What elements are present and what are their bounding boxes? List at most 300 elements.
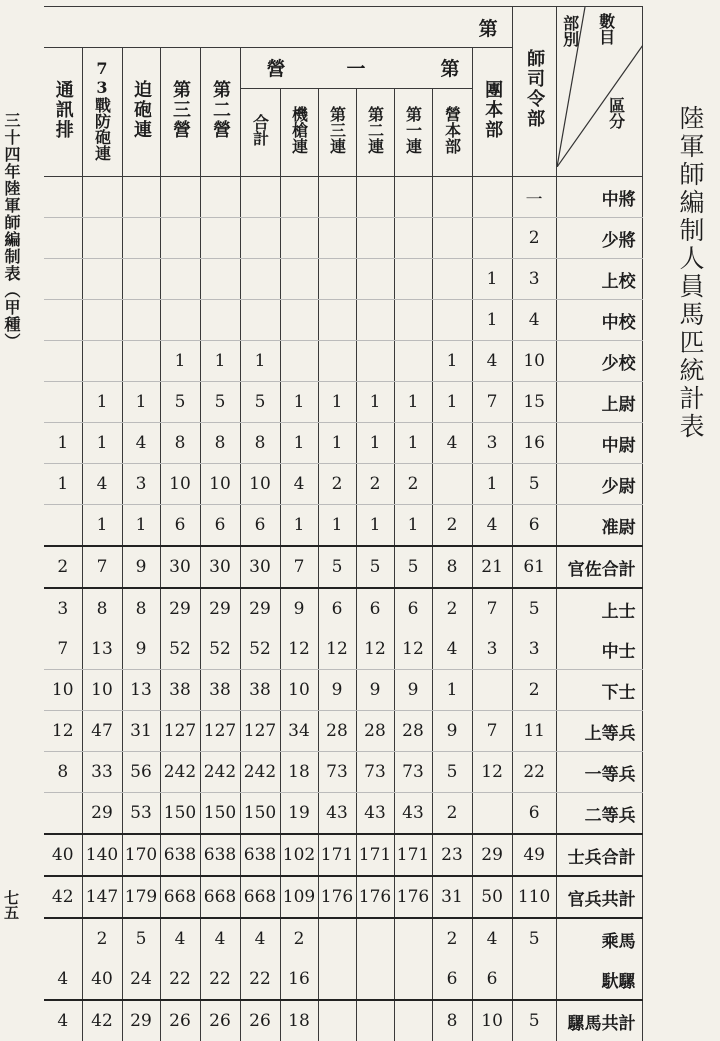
table-cell: 26 xyxy=(240,1000,280,1041)
table-cell: 5 xyxy=(512,1000,556,1041)
table-cell: 171 xyxy=(356,834,394,876)
table-cell xyxy=(280,218,318,259)
table-cell: 10 xyxy=(240,464,280,505)
table-cell xyxy=(200,259,240,300)
table-cell: 29 xyxy=(122,1000,160,1041)
running-header: 三十四年陸軍師編制表（甲種） xyxy=(1,112,23,382)
header-band-mid-right: 第 xyxy=(441,54,460,81)
table-cell: 176 xyxy=(394,876,432,918)
col-header-8 xyxy=(318,89,356,177)
table-cell: 6 xyxy=(200,505,240,547)
page-number: 七五 xyxy=(4,890,22,930)
table-cell: 40 xyxy=(44,834,82,876)
col-header-11 xyxy=(432,89,472,177)
table-cell: 1 xyxy=(280,423,318,464)
table-cell: 7 xyxy=(472,588,512,629)
table-cell: 10 xyxy=(472,1000,512,1041)
table-cell xyxy=(356,1000,394,1041)
table-cell: 1 xyxy=(472,464,512,505)
table-cell: 8 xyxy=(432,1000,472,1041)
table-cell: 179 xyxy=(122,876,160,918)
col-header-9 xyxy=(356,89,394,177)
table-cell: 4 xyxy=(240,918,280,959)
table-cell: 5 xyxy=(240,382,280,423)
row-label: 士兵合計 xyxy=(556,834,642,876)
table-cell: 4 xyxy=(160,918,200,959)
table-cell: 12 xyxy=(318,629,356,670)
col-header-10-label: 第一連 xyxy=(402,106,425,154)
table-cell: 8 xyxy=(240,423,280,464)
table-cell: 50 xyxy=(472,876,512,918)
table-cell: 73 xyxy=(394,752,432,793)
table-cell: 6 xyxy=(472,959,512,1000)
table-cell: 29 xyxy=(200,588,240,629)
table-cell: 3 xyxy=(122,464,160,505)
table-cell xyxy=(200,177,240,218)
table-cell: 5 xyxy=(122,918,160,959)
col-header-4-label: 第三營 xyxy=(167,80,193,140)
table-cell: 16 xyxy=(280,959,318,1000)
table-cell: 8 xyxy=(82,588,122,629)
col-header-7 xyxy=(280,89,318,177)
table-cell: 2 xyxy=(280,918,318,959)
table-cell: 127 xyxy=(160,711,200,752)
table-cell: 4 xyxy=(280,464,318,505)
table-cell: 1 xyxy=(122,382,160,423)
row-label: 官兵共計 xyxy=(556,876,642,918)
table-cell: 6 xyxy=(160,505,200,547)
row-label: 中將 xyxy=(556,177,642,218)
table-cell: 10 xyxy=(200,464,240,505)
table-cell xyxy=(240,218,280,259)
col-header-4 xyxy=(160,48,200,177)
corner-class-label: 區分 xyxy=(605,97,628,129)
col-header-1-label: 通訊排 xyxy=(50,80,76,140)
row-label: 官佐合計 xyxy=(556,546,642,588)
table-cell: 242 xyxy=(240,752,280,793)
table-cell xyxy=(122,259,160,300)
table-cell xyxy=(472,793,512,835)
table-cell: 176 xyxy=(356,876,394,918)
table-cell: 7 xyxy=(472,711,512,752)
table-cell: 4 xyxy=(200,918,240,959)
table-cell xyxy=(160,177,200,218)
table-cell: 38 xyxy=(160,670,200,711)
col-header-5 xyxy=(200,48,240,177)
table-row xyxy=(44,546,642,588)
table-cell: 52 xyxy=(200,629,240,670)
table-cell: 9 xyxy=(394,670,432,711)
table-cell: 150 xyxy=(160,793,200,835)
table-cell: 10 xyxy=(280,670,318,711)
table-row xyxy=(44,382,642,423)
table-cell: 140 xyxy=(82,834,122,876)
table-cell xyxy=(44,218,82,259)
col-header-3 xyxy=(122,48,160,177)
table-cell: 56 xyxy=(122,752,160,793)
table-cell: 31 xyxy=(122,711,160,752)
table-cell: 2 xyxy=(432,505,472,547)
table-cell: 43 xyxy=(318,793,356,835)
row-label: 騾馬共計 xyxy=(556,1000,642,1041)
table-cell: 171 xyxy=(394,834,432,876)
table-cell: 3 xyxy=(512,629,556,670)
table-cell xyxy=(82,259,122,300)
table-cell: 4 xyxy=(512,300,556,341)
table-row xyxy=(44,670,642,711)
header-band-mid-left: 營 xyxy=(267,54,286,81)
table-cell xyxy=(200,300,240,341)
table-cell: 1 xyxy=(472,259,512,300)
table-cell xyxy=(122,300,160,341)
table-cell: 147 xyxy=(82,876,122,918)
table-cell: 5 xyxy=(394,546,432,588)
table-cell xyxy=(44,177,82,218)
table-cell: 73 xyxy=(356,752,394,793)
table-cell: 10 xyxy=(44,670,82,711)
row-label: 少尉 xyxy=(556,464,642,505)
col-header-5-label: 第二營 xyxy=(207,80,233,140)
table-cell: 2 xyxy=(432,793,472,835)
table-cell xyxy=(356,959,394,1000)
table-cell: 2 xyxy=(82,918,122,959)
table-cell: 1 xyxy=(82,505,122,547)
table-cell: 4 xyxy=(44,959,82,1000)
table-cell xyxy=(318,341,356,382)
table-cell: 5 xyxy=(512,918,556,959)
table-cell: 2 xyxy=(318,464,356,505)
table-cell xyxy=(82,218,122,259)
table-cell: 8 xyxy=(200,423,240,464)
table-cell: 11 xyxy=(512,711,556,752)
table-cell: 8 xyxy=(122,588,160,629)
table-cell: 5 xyxy=(432,752,472,793)
table-cell: 9 xyxy=(280,588,318,629)
table-cell: 1 xyxy=(82,382,122,423)
table-cell xyxy=(472,177,512,218)
table-cell xyxy=(394,341,432,382)
table-cell: 23 xyxy=(432,834,472,876)
row-label: 上尉 xyxy=(556,382,642,423)
row-label: 上校 xyxy=(556,259,642,300)
table-cell: 29 xyxy=(160,588,200,629)
table-row xyxy=(44,959,642,1000)
table-cell: 52 xyxy=(160,629,200,670)
col-header-6-label: 合計 xyxy=(249,114,272,146)
table-cell xyxy=(122,177,160,218)
table-cell: 127 xyxy=(240,711,280,752)
table-row xyxy=(44,177,642,218)
table-cell: 2 xyxy=(394,464,432,505)
table-cell: 10 xyxy=(82,670,122,711)
row-label: 中士 xyxy=(556,629,642,670)
table-cell: 43 xyxy=(356,793,394,835)
table-cell: 638 xyxy=(200,834,240,876)
table-cell xyxy=(160,218,200,259)
table-cell xyxy=(240,259,280,300)
table-cell: 150 xyxy=(240,793,280,835)
table-cell: 53 xyxy=(122,793,160,835)
table-cell xyxy=(44,382,82,423)
table-row xyxy=(44,341,642,382)
table-cell: 1 xyxy=(432,341,472,382)
table-cell: 6 xyxy=(512,505,556,547)
table-cell: 1 xyxy=(394,382,432,423)
table-cell xyxy=(472,670,512,711)
table-cell xyxy=(44,300,82,341)
table-cell xyxy=(394,218,432,259)
table-cell: 1 xyxy=(394,423,432,464)
table-cell xyxy=(318,1000,356,1041)
table-cell: 5 xyxy=(512,464,556,505)
table-row xyxy=(44,505,642,547)
table-cell xyxy=(240,300,280,341)
table-cell: 38 xyxy=(200,670,240,711)
col-header-3-label: 迫砲連 xyxy=(128,80,154,140)
col-header-11-label: 營本部 xyxy=(441,106,464,154)
table-cell: 一 xyxy=(512,177,556,218)
table-cell: 638 xyxy=(160,834,200,876)
table-row xyxy=(44,918,642,959)
table-cell: 43 xyxy=(394,793,432,835)
table-cell: 7 xyxy=(44,629,82,670)
col-header-2 xyxy=(82,48,122,177)
table-cell xyxy=(472,218,512,259)
table-cell: 5 xyxy=(200,382,240,423)
table-cell: 12 xyxy=(394,629,432,670)
col-header-13 xyxy=(512,7,556,177)
table-cell: 3 xyxy=(472,629,512,670)
row-label: 准尉 xyxy=(556,505,642,547)
table-cell: 6 xyxy=(394,588,432,629)
table-row xyxy=(44,752,642,793)
table-cell: 29 xyxy=(472,834,512,876)
table-cell: 8 xyxy=(432,546,472,588)
table-cell xyxy=(240,177,280,218)
table-body xyxy=(44,177,642,1041)
table-cell: 6 xyxy=(512,793,556,835)
table-cell: 52 xyxy=(240,629,280,670)
table-cell: 22 xyxy=(160,959,200,1000)
row-label: 一等兵 xyxy=(556,752,642,793)
header-band-mid xyxy=(240,48,472,89)
table-cell xyxy=(432,300,472,341)
row-label: 中尉 xyxy=(556,423,642,464)
table-cell: 110 xyxy=(512,876,556,918)
table-cell xyxy=(432,464,472,505)
table-cell: 10 xyxy=(512,341,556,382)
table-cell: 13 xyxy=(122,670,160,711)
row-label: 上等兵 xyxy=(556,711,642,752)
table-cell: 1 xyxy=(472,300,512,341)
table-cell: 29 xyxy=(240,588,280,629)
table-cell: 16 xyxy=(512,423,556,464)
table-cell: 102 xyxy=(280,834,318,876)
table-cell: 7 xyxy=(472,382,512,423)
table-cell: 47 xyxy=(82,711,122,752)
table-cell xyxy=(432,259,472,300)
table-cell: 33 xyxy=(82,752,122,793)
table-cell: 1 xyxy=(160,341,200,382)
table-cell xyxy=(160,300,200,341)
table-cell: 171 xyxy=(318,834,356,876)
table-cell xyxy=(280,341,318,382)
table-cell: 22 xyxy=(512,752,556,793)
table-row xyxy=(44,876,642,918)
table-cell: 4 xyxy=(82,464,122,505)
table-cell xyxy=(318,959,356,1000)
table-cell xyxy=(512,959,556,1000)
row-label: 馱騾 xyxy=(556,959,642,1000)
row-label: 少校 xyxy=(556,341,642,382)
table-cell xyxy=(394,177,432,218)
table-cell xyxy=(280,300,318,341)
table-cell: 61 xyxy=(512,546,556,588)
table-cell: 1 xyxy=(318,382,356,423)
table-cell: 127 xyxy=(200,711,240,752)
table-cell xyxy=(356,218,394,259)
table-cell: 73 xyxy=(318,752,356,793)
table-cell: 176 xyxy=(318,876,356,918)
table-cell: 7 xyxy=(280,546,318,588)
table-cell: 1 xyxy=(432,670,472,711)
table-row xyxy=(44,464,642,505)
table-cell: 1 xyxy=(280,382,318,423)
table-cell: 1 xyxy=(432,382,472,423)
statistics-table xyxy=(44,6,643,1041)
table-cell: 1 xyxy=(280,505,318,547)
table-cell: 29 xyxy=(82,793,122,835)
table-cell: 19 xyxy=(280,793,318,835)
table-cell: 668 xyxy=(160,876,200,918)
table-cell: 4 xyxy=(472,918,512,959)
table-cell xyxy=(394,259,432,300)
table-cell xyxy=(318,177,356,218)
table-cell xyxy=(394,1000,432,1041)
col-header-6 xyxy=(240,89,280,177)
table-cell xyxy=(200,218,240,259)
table-cell: 2 xyxy=(512,218,556,259)
table-cell: 4 xyxy=(472,341,512,382)
table-cell: 12 xyxy=(280,629,318,670)
col-header-12 xyxy=(472,48,512,177)
table-cell: 38 xyxy=(240,670,280,711)
table-cell xyxy=(160,259,200,300)
table-cell xyxy=(44,505,82,547)
table-cell: 5 xyxy=(318,546,356,588)
table-cell: 242 xyxy=(160,752,200,793)
header-band-mid-center: 一 xyxy=(347,54,366,81)
table-cell: 31 xyxy=(432,876,472,918)
row-label: 少將 xyxy=(556,218,642,259)
table-cell: 24 xyxy=(122,959,160,1000)
table-cell: 9 xyxy=(432,711,472,752)
table-cell: 2 xyxy=(432,918,472,959)
table-row xyxy=(44,1000,642,1041)
table-cell: 12 xyxy=(356,629,394,670)
table-cell: 668 xyxy=(200,876,240,918)
table-cell: 170 xyxy=(122,834,160,876)
table-cell: 15 xyxy=(512,382,556,423)
table-cell: 150 xyxy=(200,793,240,835)
table-cell: 3 xyxy=(512,259,556,300)
table-cell: 13 xyxy=(82,629,122,670)
table-row xyxy=(44,711,642,752)
table-cell xyxy=(122,218,160,259)
table-cell: 109 xyxy=(280,876,318,918)
table-cell: 6 xyxy=(356,588,394,629)
row-label: 二等兵 xyxy=(556,793,642,835)
table-cell: 12 xyxy=(44,711,82,752)
row-label: 乘馬 xyxy=(556,918,642,959)
table-cell: 2 xyxy=(356,464,394,505)
col-header-10 xyxy=(394,89,432,177)
table-cell: 49 xyxy=(512,834,556,876)
table-cell: 3 xyxy=(472,423,512,464)
table-cell: 9 xyxy=(122,629,160,670)
table-cell xyxy=(318,300,356,341)
table-cell: 7 xyxy=(82,546,122,588)
table-cell: 22 xyxy=(200,959,240,1000)
table-cell: 1 xyxy=(394,505,432,547)
table-cell xyxy=(432,177,472,218)
corner-unit-label: 部別 xyxy=(559,15,582,47)
table-row xyxy=(44,259,642,300)
table-cell: 21 xyxy=(472,546,512,588)
table-cell xyxy=(44,918,82,959)
table-cell: 638 xyxy=(240,834,280,876)
table-cell: 1 xyxy=(318,505,356,547)
table-cell: 2 xyxy=(432,588,472,629)
table-cell: 28 xyxy=(394,711,432,752)
table-cell xyxy=(44,341,82,382)
table-cell: 28 xyxy=(318,711,356,752)
table-cell xyxy=(280,259,318,300)
table-cell xyxy=(82,177,122,218)
header-band-top xyxy=(44,7,512,48)
table-cell xyxy=(318,918,356,959)
table-cell: 30 xyxy=(160,546,200,588)
corner-count-label: 數目 xyxy=(595,13,618,45)
table-cell: 2 xyxy=(512,670,556,711)
table-cell xyxy=(432,218,472,259)
table-cell: 242 xyxy=(200,752,240,793)
table-cell: 5 xyxy=(160,382,200,423)
table-cell: 4 xyxy=(432,629,472,670)
table-cell: 30 xyxy=(240,546,280,588)
table-cell: 4 xyxy=(472,505,512,547)
table-cell: 6 xyxy=(318,588,356,629)
table-cell: 18 xyxy=(280,752,318,793)
col-header-13-label: 師司令部 xyxy=(521,49,547,129)
table-cell xyxy=(356,259,394,300)
table-cell: 42 xyxy=(82,1000,122,1041)
table-cell: 8 xyxy=(44,752,82,793)
table-cell: 1 xyxy=(200,341,240,382)
table-cell: 1 xyxy=(44,464,82,505)
table-cell: 26 xyxy=(200,1000,240,1041)
table-cell: 6 xyxy=(432,959,472,1000)
table-cell: 9 xyxy=(122,546,160,588)
table-row xyxy=(44,218,642,259)
table-cell: 18 xyxy=(280,1000,318,1041)
header-band-top-label: 第 xyxy=(479,18,498,40)
table-cell: 6 xyxy=(240,505,280,547)
table-cell: 4 xyxy=(44,1000,82,1041)
table-cell: 3 xyxy=(44,588,82,629)
table-cell xyxy=(356,341,394,382)
table-cell: 1 xyxy=(356,505,394,547)
